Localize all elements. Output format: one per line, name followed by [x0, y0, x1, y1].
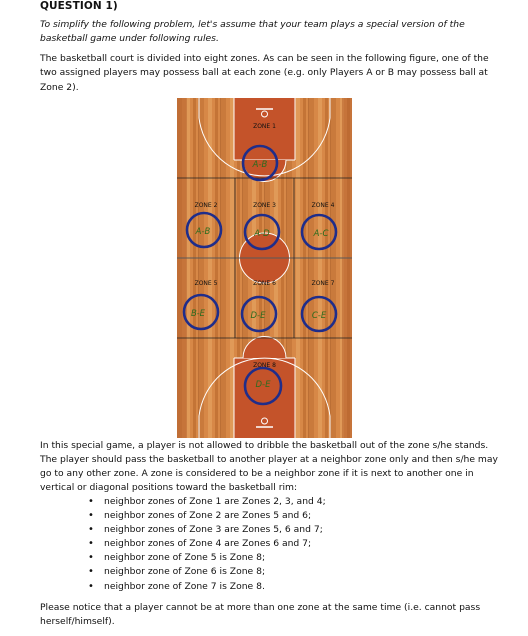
zone-6-players: D-E [250, 311, 266, 321]
zone-8-label: ZONE 8 [253, 362, 276, 369]
zone-2-players: A-B [195, 227, 211, 237]
zone-7-label: ZONE 7 [311, 280, 335, 287]
zone-5-label: ZONE 5 [194, 280, 218, 287]
zone-4-players: A-C [313, 229, 329, 239]
zone-1-label: ZONE 1 [253, 123, 276, 130]
zone-3-players: A-D [254, 229, 270, 239]
zone-3-label: ZONE 3 [253, 202, 276, 209]
list-item: • neighbor zone of Zone 5 is Zone 8; [88, 551, 498, 565]
list-item: • neighbor zones of Zone 4 are Zones 6 and 7; [88, 537, 498, 551]
question-title: QUESTION 1) [40, 0, 118, 12]
bottom-paint [234, 358, 295, 438]
zone-7-players: C-E [311, 311, 327, 321]
list-item: • neighbor zones of Zone 1 are Zones 2, 3, and 4; [88, 495, 498, 509]
zone-8-players: D-E [255, 380, 271, 390]
closing-note: Please notice that a player cannot be at more than one zone at the same time (i.e. cannot pass herself/himself). [40, 602, 481, 628]
basketball-court-figure [177, 98, 352, 438]
rules-description: In this special game, a player is not allowed to dribble the basketball out of the zone s/he stands. The player should pass the basketball to another player at a neighbor zone only and then s/he may go to any other zone. A zone is considered to be a neighbor zone if it is next to another one in vertical or diagonal positions toward the basketball rim: [40, 440, 498, 494]
neighbor-zones-list [88, 495, 498, 594]
zones-description: The basketball court is divided into eight zones. As can be seen in the following figure, one of the two assigned players may possess ball at each zone (e.g. only Players A or B may possess ball at Zone 2). [40, 53, 489, 93]
list-item: • neighbor zone of Zone 7 is Zone 8. [88, 580, 498, 594]
zone-5-players: B-E [190, 309, 206, 319]
zone-6-label: ZONE 6 [253, 280, 276, 287]
zone-4-label: ZONE 4 [311, 202, 335, 209]
list-item: • neighbor zones of Zone 2 are Zones 5 and 6; [88, 509, 498, 523]
list-item: • neighbor zones of Zone 3 are Zones 5, 6 and 7; [88, 523, 498, 537]
zone-1-players: A-B [252, 160, 268, 170]
zone-2-label: ZONE 2 [194, 202, 218, 209]
list-item: • neighbor zone of Zone 6 is Zone 8; [88, 565, 498, 579]
intro-text: To simplify the following problem, let's assume that your team plays a special version of the basketball game under following rules. [40, 19, 465, 44]
